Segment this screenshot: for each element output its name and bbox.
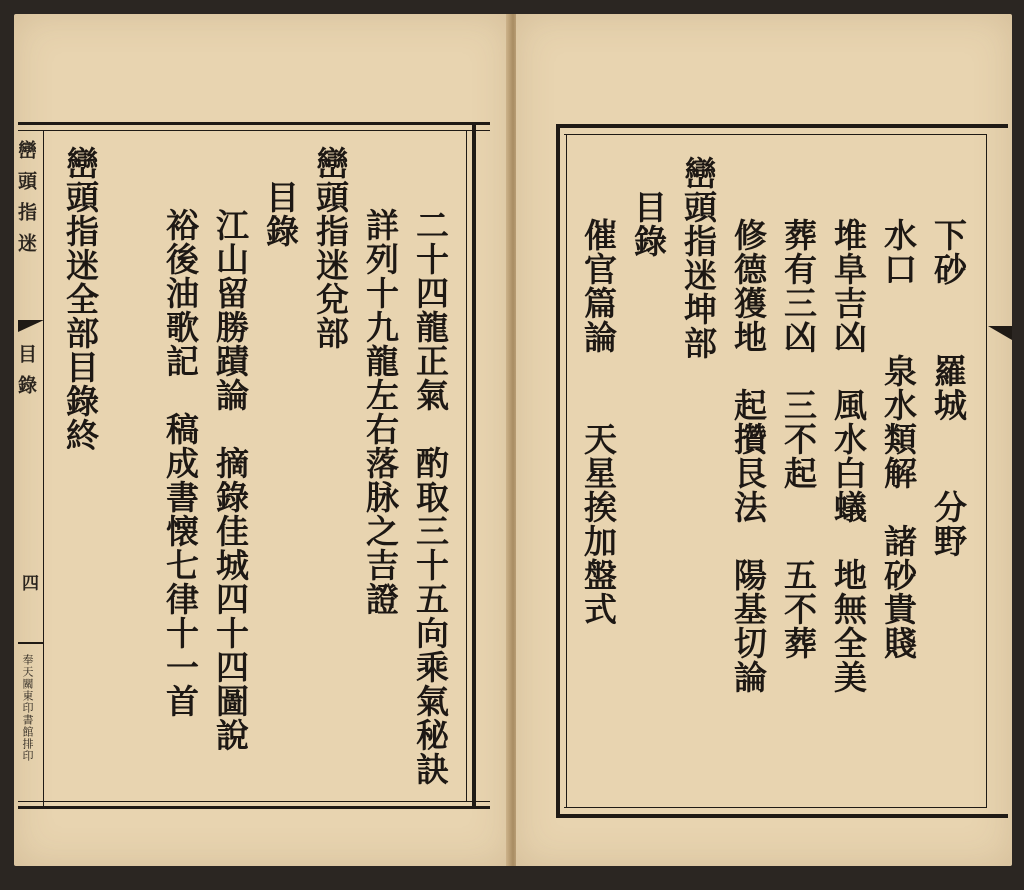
- top-rule-thin: [18, 130, 490, 131]
- right-frame-rule-thin: [466, 130, 467, 802]
- left-frame-rule: [556, 124, 560, 818]
- margin-page-number: 四: [18, 574, 38, 603]
- bottom-rule: [556, 814, 1008, 818]
- text-column-6: 裕後油歌記 稿成書懐七律十一首: [161, 208, 200, 718]
- text-column-3: 巒頭指迷兌部: [311, 146, 350, 350]
- left-page: [14, 14, 510, 866]
- text-column-6: 巒頭指迷坤部: [679, 156, 718, 360]
- margin-section: 目錄: [15, 344, 37, 406]
- text-column-7: 目錄: [629, 190, 668, 258]
- right-frame-rule: [472, 122, 476, 809]
- text-column-4: 葬有三凶 三不起 五不葬: [779, 218, 818, 660]
- bottom-rule-thin: [18, 801, 490, 802]
- margin-divider: [18, 642, 44, 644]
- margin-rule: [43, 130, 44, 806]
- margin-rule: [986, 134, 987, 808]
- right-page: [516, 14, 1012, 866]
- left-frame-rule-thin: [566, 134, 567, 808]
- text-column-4: 目錄: [261, 180, 300, 248]
- top-rule-thin: [564, 134, 986, 135]
- text-column-2: 水口 泉水類解 諸砂貴賤: [879, 218, 918, 660]
- text-column-2: 詳列十九龍左右落脉之吉證: [361, 208, 400, 616]
- fish-tail-mark: [18, 320, 44, 332]
- bottom-rule-thin: [564, 807, 986, 808]
- top-rule: [18, 122, 490, 125]
- text-column-5: 修德獲地 起攢艮法 陽基切論: [729, 218, 768, 694]
- fish-tail-mark: [988, 326, 1012, 340]
- text-column-5: 江山留勝蹟論 摘錄佳城四十四圖說: [211, 208, 250, 752]
- bottom-rule: [18, 806, 490, 809]
- margin-publisher: 奉天關東印書館排印: [21, 654, 34, 762]
- text-column-1: 下砂 羅城 分野: [929, 218, 968, 558]
- margin-book-title: 巒頭指迷: [15, 140, 37, 264]
- top-rule: [556, 124, 1008, 128]
- text-column-3: 堆阜吉凶 風水白蟻 地無全美: [829, 218, 868, 694]
- text-column-8: 催官篇論 天星挨加盤式: [579, 218, 618, 626]
- text-column-1: 二十四龍正氣 酌取三十五向乘氣秘訣: [411, 208, 450, 786]
- text-column-7: 巒頭指迷全部目錄終: [61, 146, 100, 452]
